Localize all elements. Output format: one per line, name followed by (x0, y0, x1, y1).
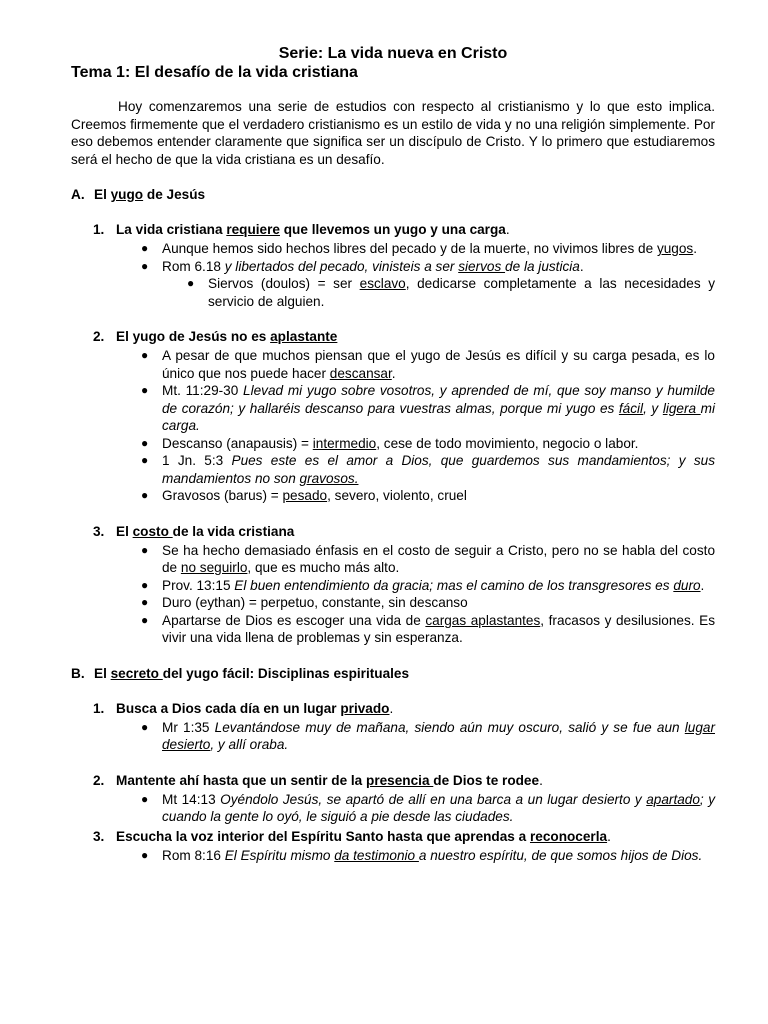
bullet-icon: ● (141, 612, 149, 627)
list-item: ● Apartarse de Dios es escoger una vida de cargas aplastantes, fracasos y desilusiones. Es vivir una vida llena de problemas y sin esperanza. (141, 612, 716, 645)
point-underlined: aplastante (270, 329, 338, 344)
topic-title: Tema 1: El desafío de la vida cristiana (71, 64, 358, 81)
bullet-icon: ● (141, 595, 149, 609)
section-b-heading (71, 665, 715, 682)
point-text: de la vida cristiana (172, 523, 295, 539)
bullet-icon: ● (141, 719, 149, 734)
bullet-icon: ● (141, 241, 149, 255)
series-title: Serie: La vida nueva en Cristo (278, 45, 508, 62)
bullet-icon: ● (141, 577, 149, 592)
point-punct: . (539, 772, 543, 788)
point-b2-heading (71, 772, 715, 789)
sublist (185, 275, 715, 310)
heading-text: de Jesús (143, 187, 206, 202)
bullet-icon: ● (141, 542, 149, 557)
list-item: ● Descanso (anapausis) = intermedio, cese de todo movimiento, negocio o labor. (141, 435, 639, 451)
bullet-icon: ● (141, 453, 149, 467)
point-a3-list (139, 542, 715, 647)
bullet-icon: ● (141, 435, 149, 450)
point-b1-heading (71, 700, 715, 717)
point-number: 3. (93, 828, 105, 844)
heading-text: El (94, 187, 111, 202)
point-a1-list (139, 240, 715, 310)
point-a2-list (139, 347, 715, 505)
section-letter: A. (71, 187, 85, 202)
point-text: de Dios te rodee (433, 772, 540, 788)
document-page (71, 44, 715, 864)
point-number: 2. (93, 772, 105, 788)
point-a2-heading (71, 328, 715, 345)
list-item: ● Rom 6.18 y libertados del pecado, vinisteis a ser siervos de la justicia. ● Siervos (doulos) = ser esclavo, dedicarse completamente a las necesidades y servicio de alguien. (141, 258, 716, 309)
point-underlined: costo (132, 523, 173, 539)
bullet-icon: ● (141, 847, 149, 862)
point-text: Mantente ahí hasta que un sentir de la (116, 772, 367, 788)
point-number: 2. (93, 329, 105, 344)
point-punct: . (607, 828, 611, 844)
list-item: ● Mt. 11:29-30 Llevad mi yugo sobre vosotros, y aprended de mí, que soy manso y humilde de corazón; y hallaréis descanso para vuestras almas, porque mi yugo es fácil, y ligera mi carga. (141, 383, 715, 433)
point-a1-heading (71, 221, 715, 238)
point-b3-list (139, 847, 715, 865)
point-underlined: requiere (226, 222, 280, 237)
bullet-icon: ● (141, 258, 149, 273)
bullet-icon: ● (141, 348, 149, 362)
list-item: ● Mr 1:35 Levantándose muy de mañana, siendo aún muy oscuro, salió y se fue aun lugar desierto, y allí oraba. (141, 719, 715, 752)
point-text: La vida cristiana (116, 222, 227, 237)
list-item: ● Se ha hecho demasiado énfasis en el costo de seguir a Cristo, pero no se habla del costo de no seguirlo, que es mucho más alto. (141, 542, 715, 575)
bullet-icon: ● (187, 276, 195, 290)
list-item: ● Aunque hemos sido hechos libres del pecado y de la muerte, no vivimos libres de yugos. (141, 241, 697, 256)
point-underlined: privado (340, 700, 390, 716)
point-b2-list (139, 791, 715, 826)
list-item: ● Siervos (doulos) = ser esclavo, dedicarse completamente a las necesidades y servicio de alguien. (187, 276, 716, 309)
point-a3-heading (71, 523, 715, 540)
list-item: ● Duro (eythan) = perpetuo, constante, sin descanso (141, 595, 468, 610)
point-underlined: presencia (366, 772, 434, 788)
list-item: ● A pesar de que muchos piensan que el yugo de Jesús es difícil y su carga pesada, es lo único que nos puede hacer descansar. (141, 348, 715, 381)
heading-text: del yugo fácil: Disciplinas espirituales (162, 665, 410, 681)
section-a-heading (71, 186, 715, 203)
point-text: que llevemos un yugo y una carga (279, 222, 506, 237)
point-number: 1. (93, 222, 105, 237)
bullet-icon: ● (141, 791, 149, 806)
intro-paragraph: Hoy comenzaremos una serie de estudios con respecto al cristianismo y lo que esto implica. Creemos firmemente que el verdadero cristianismo es un estilo de vida y no una religión simplemente. Por eso debemos entender claramente que significa ser un discípulo de Cristo. Y lo primero que estudiaremos será el hecho de que la vida cristiana es un desafío. (71, 99, 715, 167)
list-item: ● Gravosos (barus) = pesado, severo, violento, cruel (141, 488, 467, 503)
bullet-icon: ● (141, 488, 149, 502)
point-underlined: reconocerla (529, 828, 608, 844)
point-punct: . (389, 700, 394, 716)
point-b3-heading (71, 828, 715, 845)
point-text: El yugo de Jesús no es (116, 329, 271, 344)
heading-underlined: yugo (110, 187, 144, 202)
heading-text: El (94, 665, 111, 681)
point-punct: . (505, 222, 510, 237)
point-number: 3. (93, 523, 105, 539)
list-item: ● Rom 8:16 El Espíritu mismo da testimonio a nuestro espíritu, de que somos hijos de Dios. (141, 847, 703, 863)
point-number: 1. (93, 700, 105, 716)
heading-underlined: secreto (110, 665, 163, 681)
list-item: ● Prov. 13:15 El buen entendimiento da gracia; mas el camino de los transgresores es duro. (141, 577, 705, 593)
list-item: ● 1 Jn. 5:3 Pues este es el amor a Dios, que guardemos sus mandamientos; y sus mandamientos no son gravosos. (141, 453, 715, 486)
point-text: Escucha la voz interior del Espíritu Santo hasta que aprendas a (116, 828, 530, 844)
point-text: El (116, 523, 133, 539)
section-letter: B. (71, 665, 85, 681)
list-item: ● Mt 14:13 Oyéndolo Jesús, se apartó de allí en una barca a un lugar desierto y apartado; y cuando la gente lo oyó, le siguió a pie desde las ciudades. (141, 791, 716, 824)
point-text: Busca a Dios cada día en un lugar (116, 700, 341, 716)
point-b1-list (139, 719, 715, 754)
bullet-icon: ● (141, 383, 149, 397)
